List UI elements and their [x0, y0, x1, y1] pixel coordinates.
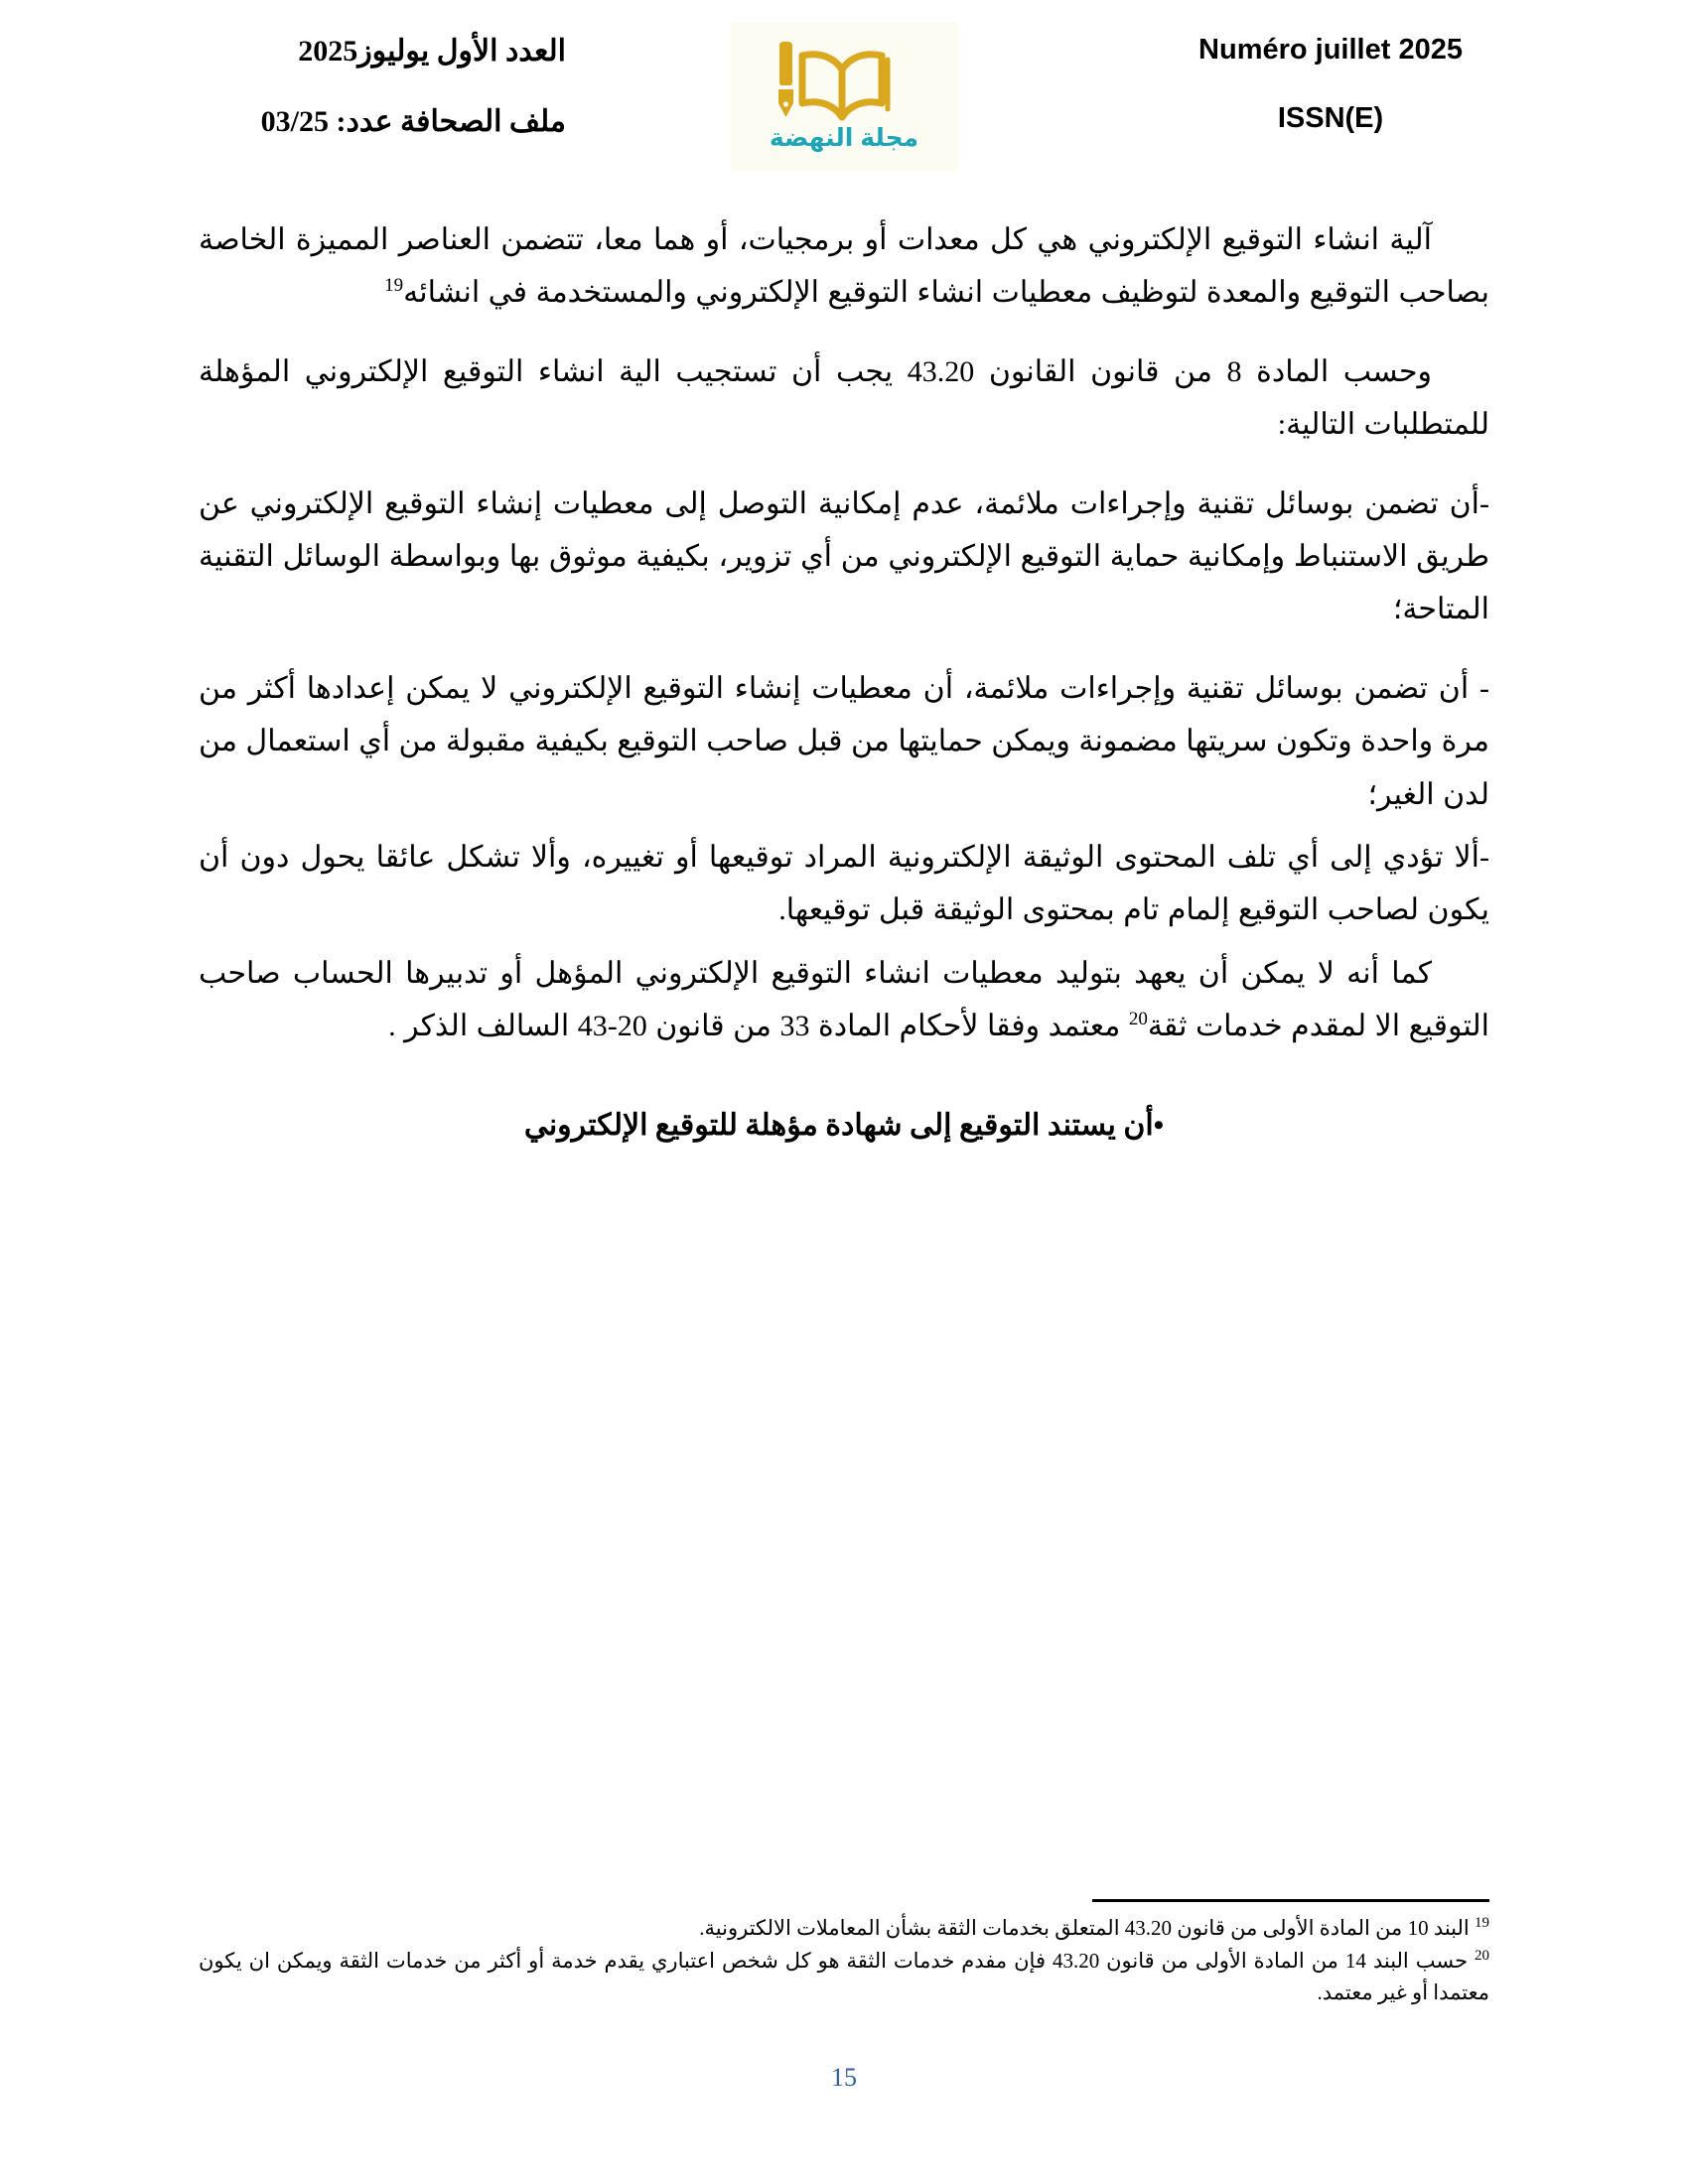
paragraph-6-text-after: معتمد وفقا لأحكام المادة 33 من قانون 20-43 السالف الذكر . [388, 1010, 1129, 1043]
journal-logo-caption: مجلة النهضة [769, 124, 919, 152]
footnote-number-19: 19 [1475, 1915, 1489, 1932]
paragraph-1 [199, 213, 1489, 320]
paragraph-2-text: وحسب المادة 8 من قانون القانون 43.20 يجب أن تستجيب الية انشاء التوقيع الإلكتروني المؤهلة للمتطلبات التالية: [199, 354, 1489, 442]
footnote-text-19: البند 10 من المادة الأولى من قانون 43.20 المتعلق بخدمات الثقة بشأن المعاملات الالكترونية. [699, 1916, 1470, 1941]
footnote-item-20 [199, 1945, 1489, 2009]
footnote-item-19 [199, 1912, 1489, 1945]
page-number: 15 [831, 2063, 857, 2092]
paragraph-5 [199, 831, 1489, 937]
paragraph-3 [199, 478, 1489, 636]
header-issn: ISSN(E) [1277, 102, 1384, 134]
header-left-column [1122, 28, 1539, 135]
paragraph-2 [199, 345, 1489, 452]
paragraph-4 [199, 662, 1489, 821]
header-issue-french: Numéro juillet 2025 [1198, 34, 1463, 66]
header-file-number-arabic: ملف الصحافة عدد: 03/25 [260, 105, 566, 138]
paragraph-3-text: -أن تضمن بوسائل تقنية وإجراءات ملائمة، عدم إمكانية التوصل إلى معطيات إنشاء التوقيع الإلكتروني عن طريق الاستنباط وإمكانية حماية التوقيع الإلكتروني من أي تزوير، بكيفية موثوق بها وبواسطة الوسائل التقنية المتاحة؛ [199, 486, 1489, 626]
journal-logo [730, 22, 958, 171]
footnotes-section [199, 1899, 1489, 2009]
footnote-number-20: 20 [1475, 1947, 1490, 1964]
paragraph-6 [199, 947, 1489, 1053]
header-issue-arabic: العدد الأول يوليوز2025 [298, 35, 566, 68]
paragraph-1-text: آلية انشاء التوقيع الإلكتروني هي كل معدات أو برمجيات، أو هما معا، تتضمن العناصر المميزة الخاصة بصاحب التوقيع والمعدة لتوظيف معطيات انشاء التوقيع الإلكتروني والمستخدمة في انشائه [199, 223, 1489, 310]
paragraph-4-text: - أن تضمن بوسائل تقنية وإجراءات ملائمة، أن معطيات إنشاء التوقيع الإلكتروني لا يمكن إعدادها أكثر من مرة واحدة وتكون سريتها مضمونة ويمكن حمايتها من قبل صاحب التوقيع بكيفية مقبولة من أي استعمال من لدن الغير؛ [199, 671, 1489, 811]
bullet-heading: •أن يستند التوقيع إلى شهادة مؤهلة للتوقيع الإلكتروني [523, 1109, 1165, 1143]
header-right-column [149, 28, 566, 139]
open-book-with-pen-icon [763, 30, 926, 129]
paragraph-6-text-before: كما أنه لا يمكن أن يعهد بتوليد معطيات انشاء التوقيع الإلكتروني المؤهل أو تدبيرها الحساب صاحب التوقيع الا لمقدم خدمات ثقة [199, 956, 1489, 1043]
paragraph-5-text: -ألا تؤدي إلى أي تلف المحتوى الوثيقة الإلكترونية المراد توقيعها أو تغييره، وألا تشكل عائقا يحول دون أن يكون لصاحب التوقيع إلمام تام بمحتوى الوثيقة قبل توقيعها. [199, 840, 1489, 927]
footnote-separator-rule [1092, 1899, 1489, 1902]
page-header [0, 0, 1688, 199]
document-body [199, 213, 1489, 1143]
footnote-ref-20[interactable]: 20 [1128, 1009, 1148, 1030]
footnote-text-20: حسب البند 14 من المادة الأولى من قانون 43.20 فإن مفدم خدمات الثقة هو كل شخص اعتباري يقدم خدمة أو أكثر من خدمات الثقة ويمكن ان يكون معتمدا أو غير معتمد. [199, 1948, 1489, 2005]
footnote-ref-19[interactable]: 19 [384, 275, 404, 297]
